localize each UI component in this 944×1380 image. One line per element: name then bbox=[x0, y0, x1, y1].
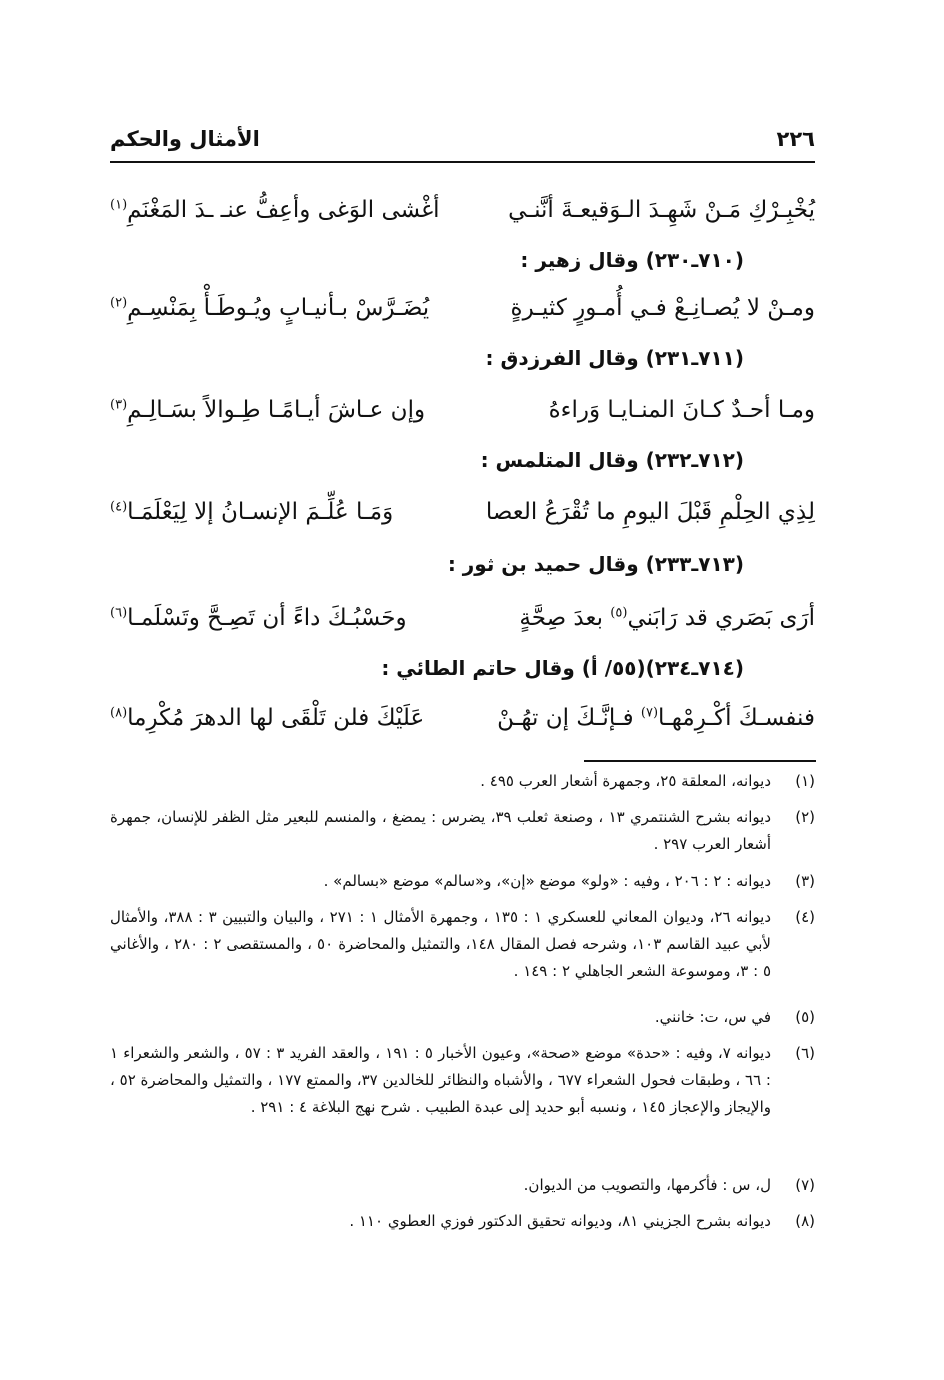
footnote-marker: (٣) bbox=[110, 397, 128, 413]
verse-line bbox=[110, 692, 815, 744]
verse-second-hemistich bbox=[110, 705, 424, 731]
footnote bbox=[110, 1208, 815, 1235]
verse-first-hemistich bbox=[519, 605, 815, 631]
verse-second-hemistich bbox=[110, 499, 393, 525]
hemistich-text: فـإنَّـكَ إن تهُـنْ bbox=[497, 705, 634, 731]
verse-second-hemistich bbox=[110, 197, 440, 223]
footnote-marker: (٦) bbox=[110, 605, 128, 621]
verse-first-hemistich: ومـا أحـدٌ كـانَ المنـايـا وَراءهُ bbox=[548, 397, 815, 423]
footnote-number: (٢) bbox=[795, 808, 815, 826]
verse-first-hemistich: يُخْبِـرْكِ مَـنْ شَهِـدَ الـوَقيعـةَ أنَّنـي bbox=[508, 197, 815, 223]
header-divider bbox=[110, 161, 815, 163]
hemistich-text: يُضَـرَّسْ بـأنيـابٍ ويُـوطَـأْ بِمَنْسِـمِ bbox=[127, 295, 430, 321]
hemistich-text: وإن عـاشَ أيـامًـا طِـوالاً بسَـالِـمِ bbox=[127, 397, 426, 423]
verse-first-hemistich: لِذِي الحِلْمِ قَبْلَ اليومِ ما تُقْرَعُ العصا bbox=[485, 499, 815, 525]
verse-line bbox=[110, 384, 815, 436]
footnote-marker: (٢) bbox=[110, 295, 128, 311]
footnote-text: ديوانه ٧، وفيه : «حدة» موضع «صحة»، وعيون الأخبار ٥ : ١٩١ ، والعقد الفريد ٣ : ٥٧ ، والشعر والشعراء ١ : ٦٦ ، وطبقات فحول الشعراء ٦٧٧ ، والأشباه والنظائر للخالدين ٣٧، والممتع ١٧٧ ، والتمثيل والمحاضرة ٥٢ ، والإيجاز والإعجاز ١٤٥ ، ونسبه أبو حديد إلى عبدة الطبيب . شرح نهج البلاغة ٤ : ٢٩١ . bbox=[110, 1044, 772, 1116]
poet-introduction: (٧١١ـ٢٣١) وقال الفرزدق : bbox=[485, 346, 744, 370]
verse-line bbox=[110, 282, 815, 334]
verse-first-hemistich: ومـنْ لا يُصـانِـعْ فـي أُمـورٍ كثيـرةٍ bbox=[510, 295, 815, 321]
footnote-number: (٣) bbox=[795, 872, 815, 890]
hemistich-text: أغْشى الوَغى وأعِفُّ عنـ ـدَ المَغْنَمِ bbox=[127, 197, 440, 223]
hemistich-text: أرَى بَصَري قد رَابَني bbox=[627, 605, 815, 631]
page-header bbox=[110, 118, 815, 160]
footnote-text: ديوانه، المعلقة ٢٥، وجمهرة أشعار العرب ٤٩٥ . bbox=[480, 772, 771, 790]
verse-second-hemistich bbox=[110, 397, 425, 423]
footnote bbox=[110, 804, 815, 858]
footnote bbox=[110, 1172, 815, 1199]
footnote-marker: (١) bbox=[110, 197, 128, 213]
hemistich-text: فنفسـكَ أكْـرِمْهـا bbox=[658, 705, 815, 731]
verse-second-hemistich bbox=[110, 295, 429, 321]
footnote-text: ديوانه بشرح الشنتمري ١٣ ، وصنعة ثعلب ٣٩، يضرس : يمضغ ، والمنسم للبعير مثل الظفر للإنسان، جمهرة أشعار العرب ٢٩٧ . bbox=[110, 808, 772, 853]
footnote-text: ديوانه ٢٦، وديوان المعاني للعسكري ١ : ١٣٥ ، وجمهرة الأمثال ١ : ٢٧١ ، والبيان والتبيين ٣ : ٣٨٨، والأمثال لأبي عبيد القاسم ١٠٣، وشرحه فصل المقال ١٤٨، والتمثيل والمحاضرة ٥٠ ، والمستقصى ٢ : ٢٨٠ ، والأغاني ٥ : ٣، وموسوعة الشعر الجاهلي ٢ : ١٤٩ . bbox=[110, 908, 772, 980]
footnote-marker: (٨) bbox=[110, 705, 128, 721]
verse-second-hemistich bbox=[110, 605, 407, 631]
footnote bbox=[110, 868, 815, 895]
footnote-number: (٨) bbox=[795, 1212, 815, 1230]
running-title: الأمثال والحكم bbox=[110, 127, 260, 151]
footnote-number: (١) bbox=[795, 772, 815, 790]
footnote-number: (٧) bbox=[795, 1176, 815, 1194]
footnote-marker: (٤) bbox=[110, 499, 128, 515]
poet-introduction: (٧١٠ـ٢٣٠) وقال زهير : bbox=[520, 248, 744, 272]
footnote-number: (٥) bbox=[795, 1008, 815, 1026]
footnote bbox=[110, 904, 815, 985]
footnote-marker: (٧) bbox=[640, 705, 659, 721]
poet-introduction: (٧١٢ـ٢٣٢) وقال المتلمس : bbox=[480, 448, 744, 472]
hemistich-text: بعدَ صِحَّةٍ bbox=[519, 605, 603, 631]
verse-line bbox=[110, 486, 815, 538]
footnote bbox=[110, 768, 815, 795]
verse-line bbox=[110, 184, 815, 236]
hemistich-text: عَلَيْكَ فلن تَلْقَى لها الدهرَ مُكْرِما bbox=[127, 705, 425, 731]
footnote-number: (٤) bbox=[795, 908, 815, 926]
footnote bbox=[110, 1040, 815, 1121]
verse-line bbox=[110, 592, 815, 644]
footnote-marker: (٥) bbox=[610, 605, 628, 621]
poet-introduction: (٧١٣ـ٢٣٣) وقال حميد بن ثور : bbox=[447, 552, 744, 576]
footnote-text: ل، س : فأكرمها، والتصويب من الديوان. bbox=[523, 1176, 771, 1194]
footnote-text: ديوانه : ٢ : ٢٠٦ ، وفيه : «ولو» موضع «إن»، و«سالم» موضع «بسالم» . bbox=[323, 872, 771, 890]
footnote-text: ديوانه بشرح الجزيني ٨١، وديوانه تحقيق الدكتور فوزي العطوي ١١٠ . bbox=[349, 1212, 771, 1230]
verse-first-hemistich bbox=[497, 705, 815, 731]
poet-introduction: (٧١٤ـ٢٣٤)(٥٥/ أ) وقال حاتم الطائي : bbox=[381, 656, 744, 680]
hemistich-text: وَمَـا عُلِّـمَ الإنسـانُ إلا لِيَعْلَمَـا bbox=[127, 499, 394, 525]
footnote-text: في س، ت: خانني. bbox=[654, 1008, 771, 1026]
page-number: ٢٢٦ bbox=[776, 127, 815, 151]
footnote-number: (٦) bbox=[795, 1044, 815, 1062]
footnote-divider bbox=[584, 760, 816, 762]
footnote bbox=[110, 1004, 815, 1031]
hemistich-text: وحَسْبُـكَ داءً أن تَصِـحَّ وتَسْلَمـا bbox=[127, 605, 407, 631]
